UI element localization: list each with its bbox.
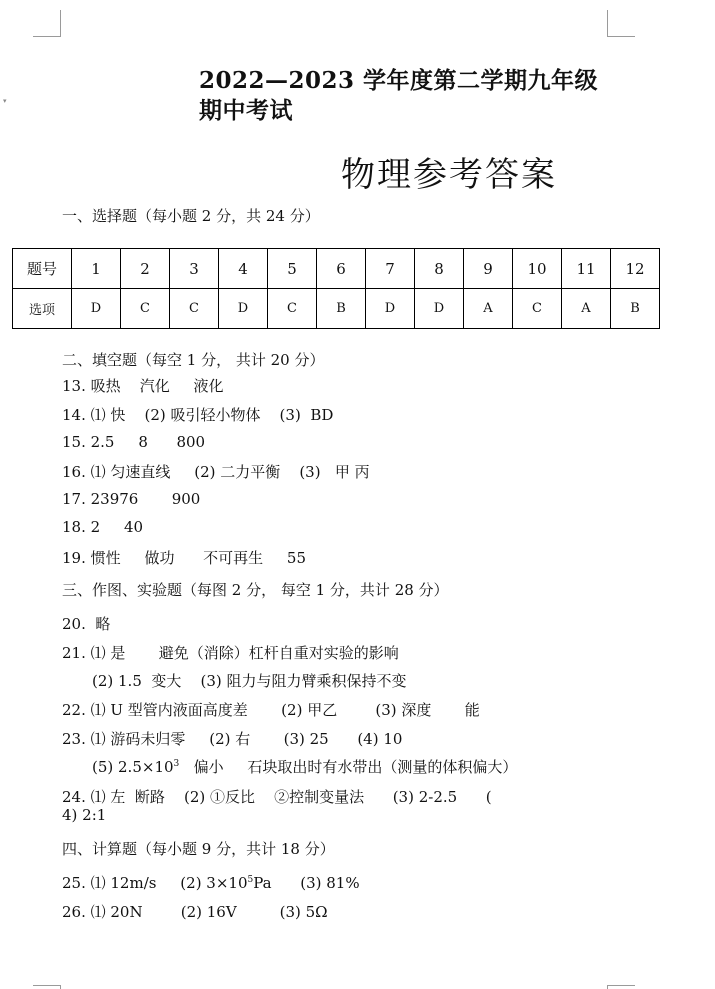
answer-line-16: 16. ⑴ 匀速直线 (2) 二力平衡 (3) 甲 丙 xyxy=(62,463,370,481)
answer-table xyxy=(12,248,660,329)
section3-heading: 三、作图、实验题（每图 2 分， 每空 1 分，共计 28 分） xyxy=(62,581,449,599)
answer-option-cell: C xyxy=(268,289,317,329)
section2-heading: 二、填空题（每空 1 分， 共计 20 分） xyxy=(62,351,325,369)
question-number-cell: 6 xyxy=(317,249,366,289)
answer-option-cell: C xyxy=(513,289,562,329)
exam-title-line2: 期中考试 xyxy=(199,97,293,124)
question-number-cell: 9 xyxy=(464,249,513,289)
q25-exponent: 5 xyxy=(247,875,254,885)
question-number-cell: 4 xyxy=(219,249,268,289)
answer-line-22: 22. ⑴ U 型管内液面高度差 (2) 甲乙 (3) 深度 能 xyxy=(62,701,480,719)
answer-key-title: 物理参考答案 xyxy=(341,155,557,195)
answer-option-cell: A xyxy=(464,289,513,329)
answer-line-20: 20. 略 xyxy=(62,615,111,633)
answer-option-cell: B xyxy=(317,289,366,329)
crop-mark-top-left xyxy=(33,10,61,37)
table-row-numbers xyxy=(13,249,660,289)
question-number-cell: 2 xyxy=(121,249,170,289)
question-number-cell: 5 xyxy=(268,249,317,289)
crop-mark-bottom-left xyxy=(33,985,61,989)
answer-option-cell: D xyxy=(72,289,121,329)
q23b-exponent: 3 xyxy=(173,759,180,769)
question-number-cell: 8 xyxy=(415,249,464,289)
answer-line-26: 26. ⑴ 20N (2) 16V (3) 5Ω xyxy=(62,903,328,921)
answer-line-24b: 4) 2:1 xyxy=(62,806,107,824)
answer-line-17: 17. 23976 900 xyxy=(62,490,201,508)
q23b-text-pre: (5) 2.5×10 xyxy=(92,758,174,776)
exam-title-line1: 2022—2023 学年度第二学期九年级 xyxy=(199,67,599,94)
answer-option-cell: D xyxy=(219,289,268,329)
answer-option-cell: C xyxy=(121,289,170,329)
section4-heading: 四、计算题（每小题 9 分，共计 18 分） xyxy=(62,840,335,858)
question-number-cell: 11 xyxy=(562,249,611,289)
answer-line-21b: (2) 1.5 变大 (3) 阻力与阻力臂乘积保持不变 xyxy=(92,672,407,690)
question-number-cell: 3 xyxy=(170,249,219,289)
answer-line-23a: 23. ⑴ 游码未归零 (2) 右 (3) 25 (4) 10 xyxy=(62,730,403,748)
answer-option-cell: C xyxy=(170,289,219,329)
answer-line-13: 13. 吸热 汽化 液化 xyxy=(62,377,224,395)
answer-option-cell: D xyxy=(366,289,415,329)
question-number-cell: 12 xyxy=(611,249,660,289)
answer-line-18: 18. 2 40 xyxy=(62,518,144,536)
crop-mark-bottom-right xyxy=(607,985,635,989)
answer-line-14: 14. ⑴ 快 (2) 吸引轻小物体 (3) BD xyxy=(62,406,334,424)
answer-option-cell: B xyxy=(611,289,660,329)
answer-line-24a: 24. ⑴ 左 断路 (2) ①反比 ②控制变量法 (3) 2-2.5 ( xyxy=(62,788,492,806)
q25-text-post: Pa (3) 81% xyxy=(253,874,360,892)
answer-line-21a: 21. ⑴ 是 避免（消除）杠杆自重对实验的影响 xyxy=(62,644,399,662)
answer-option-cell: A xyxy=(562,289,611,329)
table-row-answers xyxy=(13,289,660,329)
answer-line-23b xyxy=(92,756,517,777)
side-marker-icon: ▾ xyxy=(3,97,7,105)
section1-heading: 一、选择题（每小题 2 分，共 24 分） xyxy=(62,207,320,225)
question-number-cell: 7 xyxy=(366,249,415,289)
row-label-answer: 选项 xyxy=(13,289,72,329)
answer-option-cell: D xyxy=(415,289,464,329)
q25-text-pre: 25. ⑴ 12m/s (2) 3×10 xyxy=(62,874,248,892)
answer-line-25 xyxy=(62,872,360,893)
q23b-text-post: 偏小 石块取出时有水带出（测量的体积偏大） xyxy=(179,758,518,776)
answer-line-15: 15. 2.5 8 800 xyxy=(62,433,206,451)
row-label-number: 题号 xyxy=(13,249,72,289)
answer-line-19: 19. 惯性 做功 不可再生 55 xyxy=(62,549,306,567)
question-number-cell: 1 xyxy=(72,249,121,289)
crop-mark-top-right xyxy=(607,10,635,37)
question-number-cell: 10 xyxy=(513,249,562,289)
